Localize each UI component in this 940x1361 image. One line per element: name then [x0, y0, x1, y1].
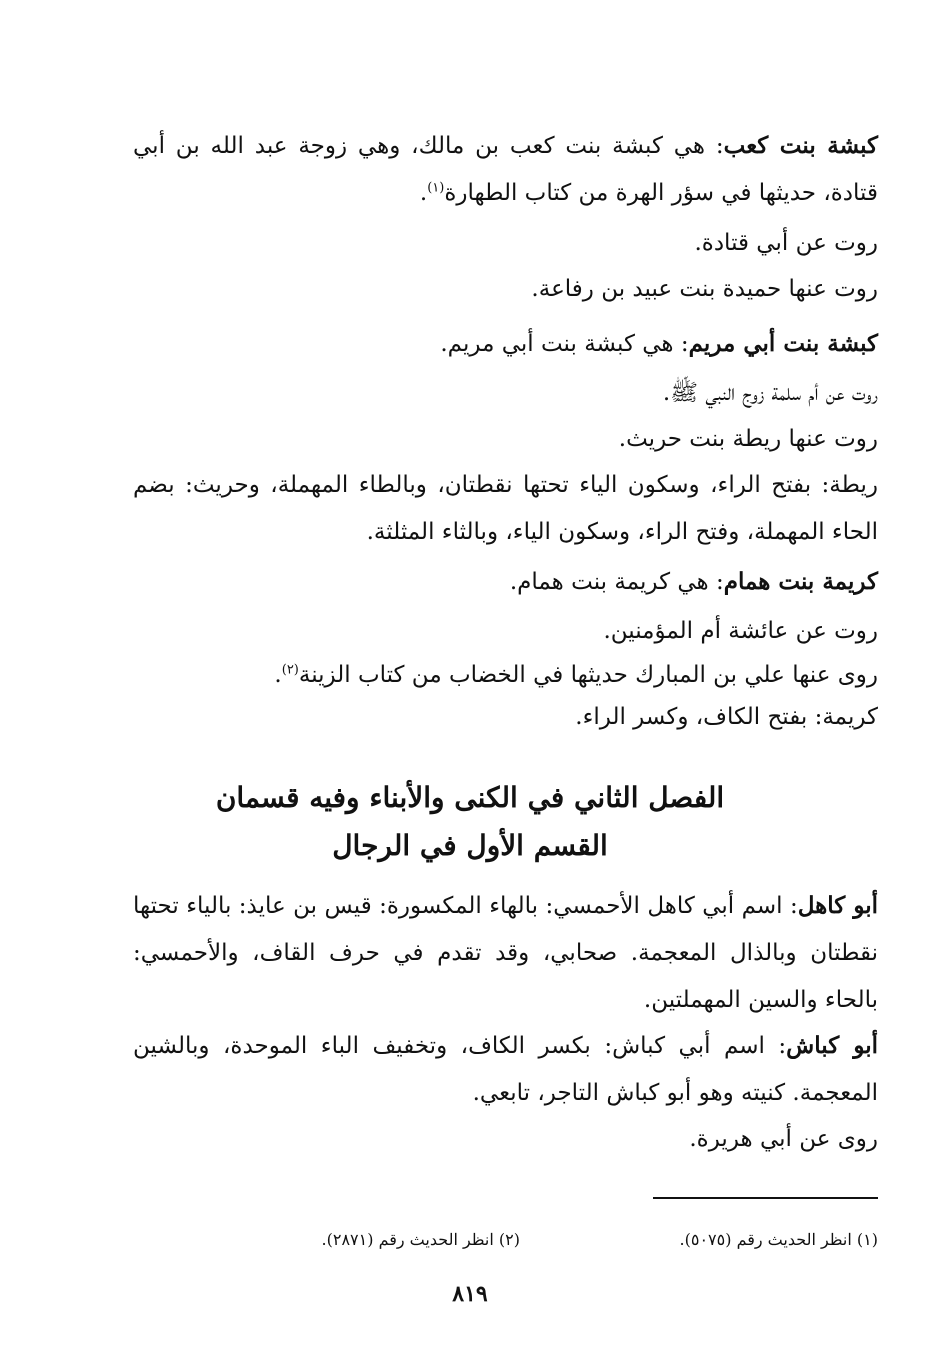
gloss-line [133, 694, 878, 741]
entry-kabsha-bint-abi-maryam [133, 320, 878, 368]
narration-line [133, 416, 878, 463]
line-text: كريمة: بفتح الكاف، وكسر الراء. [575, 704, 878, 730]
entry-text: : هي كريمة بنت همام. [509, 569, 724, 595]
entry-text: : اسم أبي كاهل الأحمسي: بالهاء المكسورة: قيس بن عايذ: بالياء تحتها نقطتان وبالذال المعجمة. صحابي، وقد تقدم في حرف القاف، والأحمسي: بالحاء والسين المهملتين. [133, 893, 878, 1013]
entry-name: أبو كاهل [797, 892, 878, 919]
line-text: روت عنها حميدة بنت عبيد بن رفاعة. [531, 276, 878, 302]
entry-karima-bint-hammam [133, 558, 878, 606]
entry-abu-kubash [133, 1022, 878, 1117]
narration-line [133, 608, 878, 655]
chapter-heading: الفصل الثاني في الكنى والأبناء وفيه قسمان [215, 781, 725, 814]
footnote-2: (٢) انظر الحديث رقم (٢٨٧١). [321, 1230, 520, 1249]
gloss-text: ريطة: بفتح الراء، وسكون الياء تحتها نقطتان، وبالطاء المهملة، وحريث: بضم الحاء المهملة، وفتح الراء، وسكون الياء، وبالثاء المثلثة. [133, 472, 878, 545]
footnote-divider [653, 1197, 878, 1199]
narration-line [133, 652, 878, 699]
footnote-1: (١) انظر الحديث رقم (٥٠٧٥). [679, 1230, 878, 1249]
line-text: روت عنها ريطة بنت حريث. [618, 426, 878, 452]
entry-name: أبو كباش [786, 1032, 878, 1059]
narration-line [133, 370, 878, 417]
entry-end: . [419, 180, 428, 206]
line-text: روى عن أبي هريرة. [689, 1126, 878, 1152]
entry-name: كريمة بنت همام [723, 568, 878, 595]
entry-text: : اسم أبي كباش: بكسر الكاف، وتخفيف الباء الموحدة، وبالشين المعجمة. كنيته وهو أبو كباش التاجر، تابعي. [133, 1033, 878, 1106]
line-text: روى عنها علي بن المبارك حديثها في الخضاب من كتاب الزينة [298, 662, 878, 688]
entry-kabsha-bint-kaab [133, 122, 878, 217]
footnote-ref-2: (٢) [281, 662, 299, 678]
narration-line [133, 266, 878, 313]
line-text: روت عن عائشة أم المؤمنين. [603, 618, 878, 644]
entry-text: : هي كبشة بنت كعب بن مالك، وهي زوجة عبد الله بن أبي قتادة، حديثها في سؤر الهرة من كتاب الطهارة [133, 133, 878, 206]
section-heading: القسم الأول في الرجال [332, 829, 608, 862]
page-number: ٨١٩ [452, 1281, 488, 1307]
narration-line [133, 1116, 878, 1163]
entry-text: : هي كبشة بنت أبي مريم. [440, 331, 689, 357]
entry-name: كبشة بنت أبي مريم [688, 330, 878, 357]
entry-abu-kahil [133, 882, 878, 1024]
line-end: . [274, 662, 282, 688]
gloss-paragraph [133, 462, 878, 556]
footnote-ref-1: (١) [427, 180, 445, 196]
line-text: روت عن أبي قتادة. [694, 230, 878, 256]
line-text: روت عن أم سلمة زوج النبي ﷺ. [662, 380, 878, 406]
entry-name: كبشة بنت كعب [723, 132, 878, 159]
narration-line [133, 220, 878, 267]
